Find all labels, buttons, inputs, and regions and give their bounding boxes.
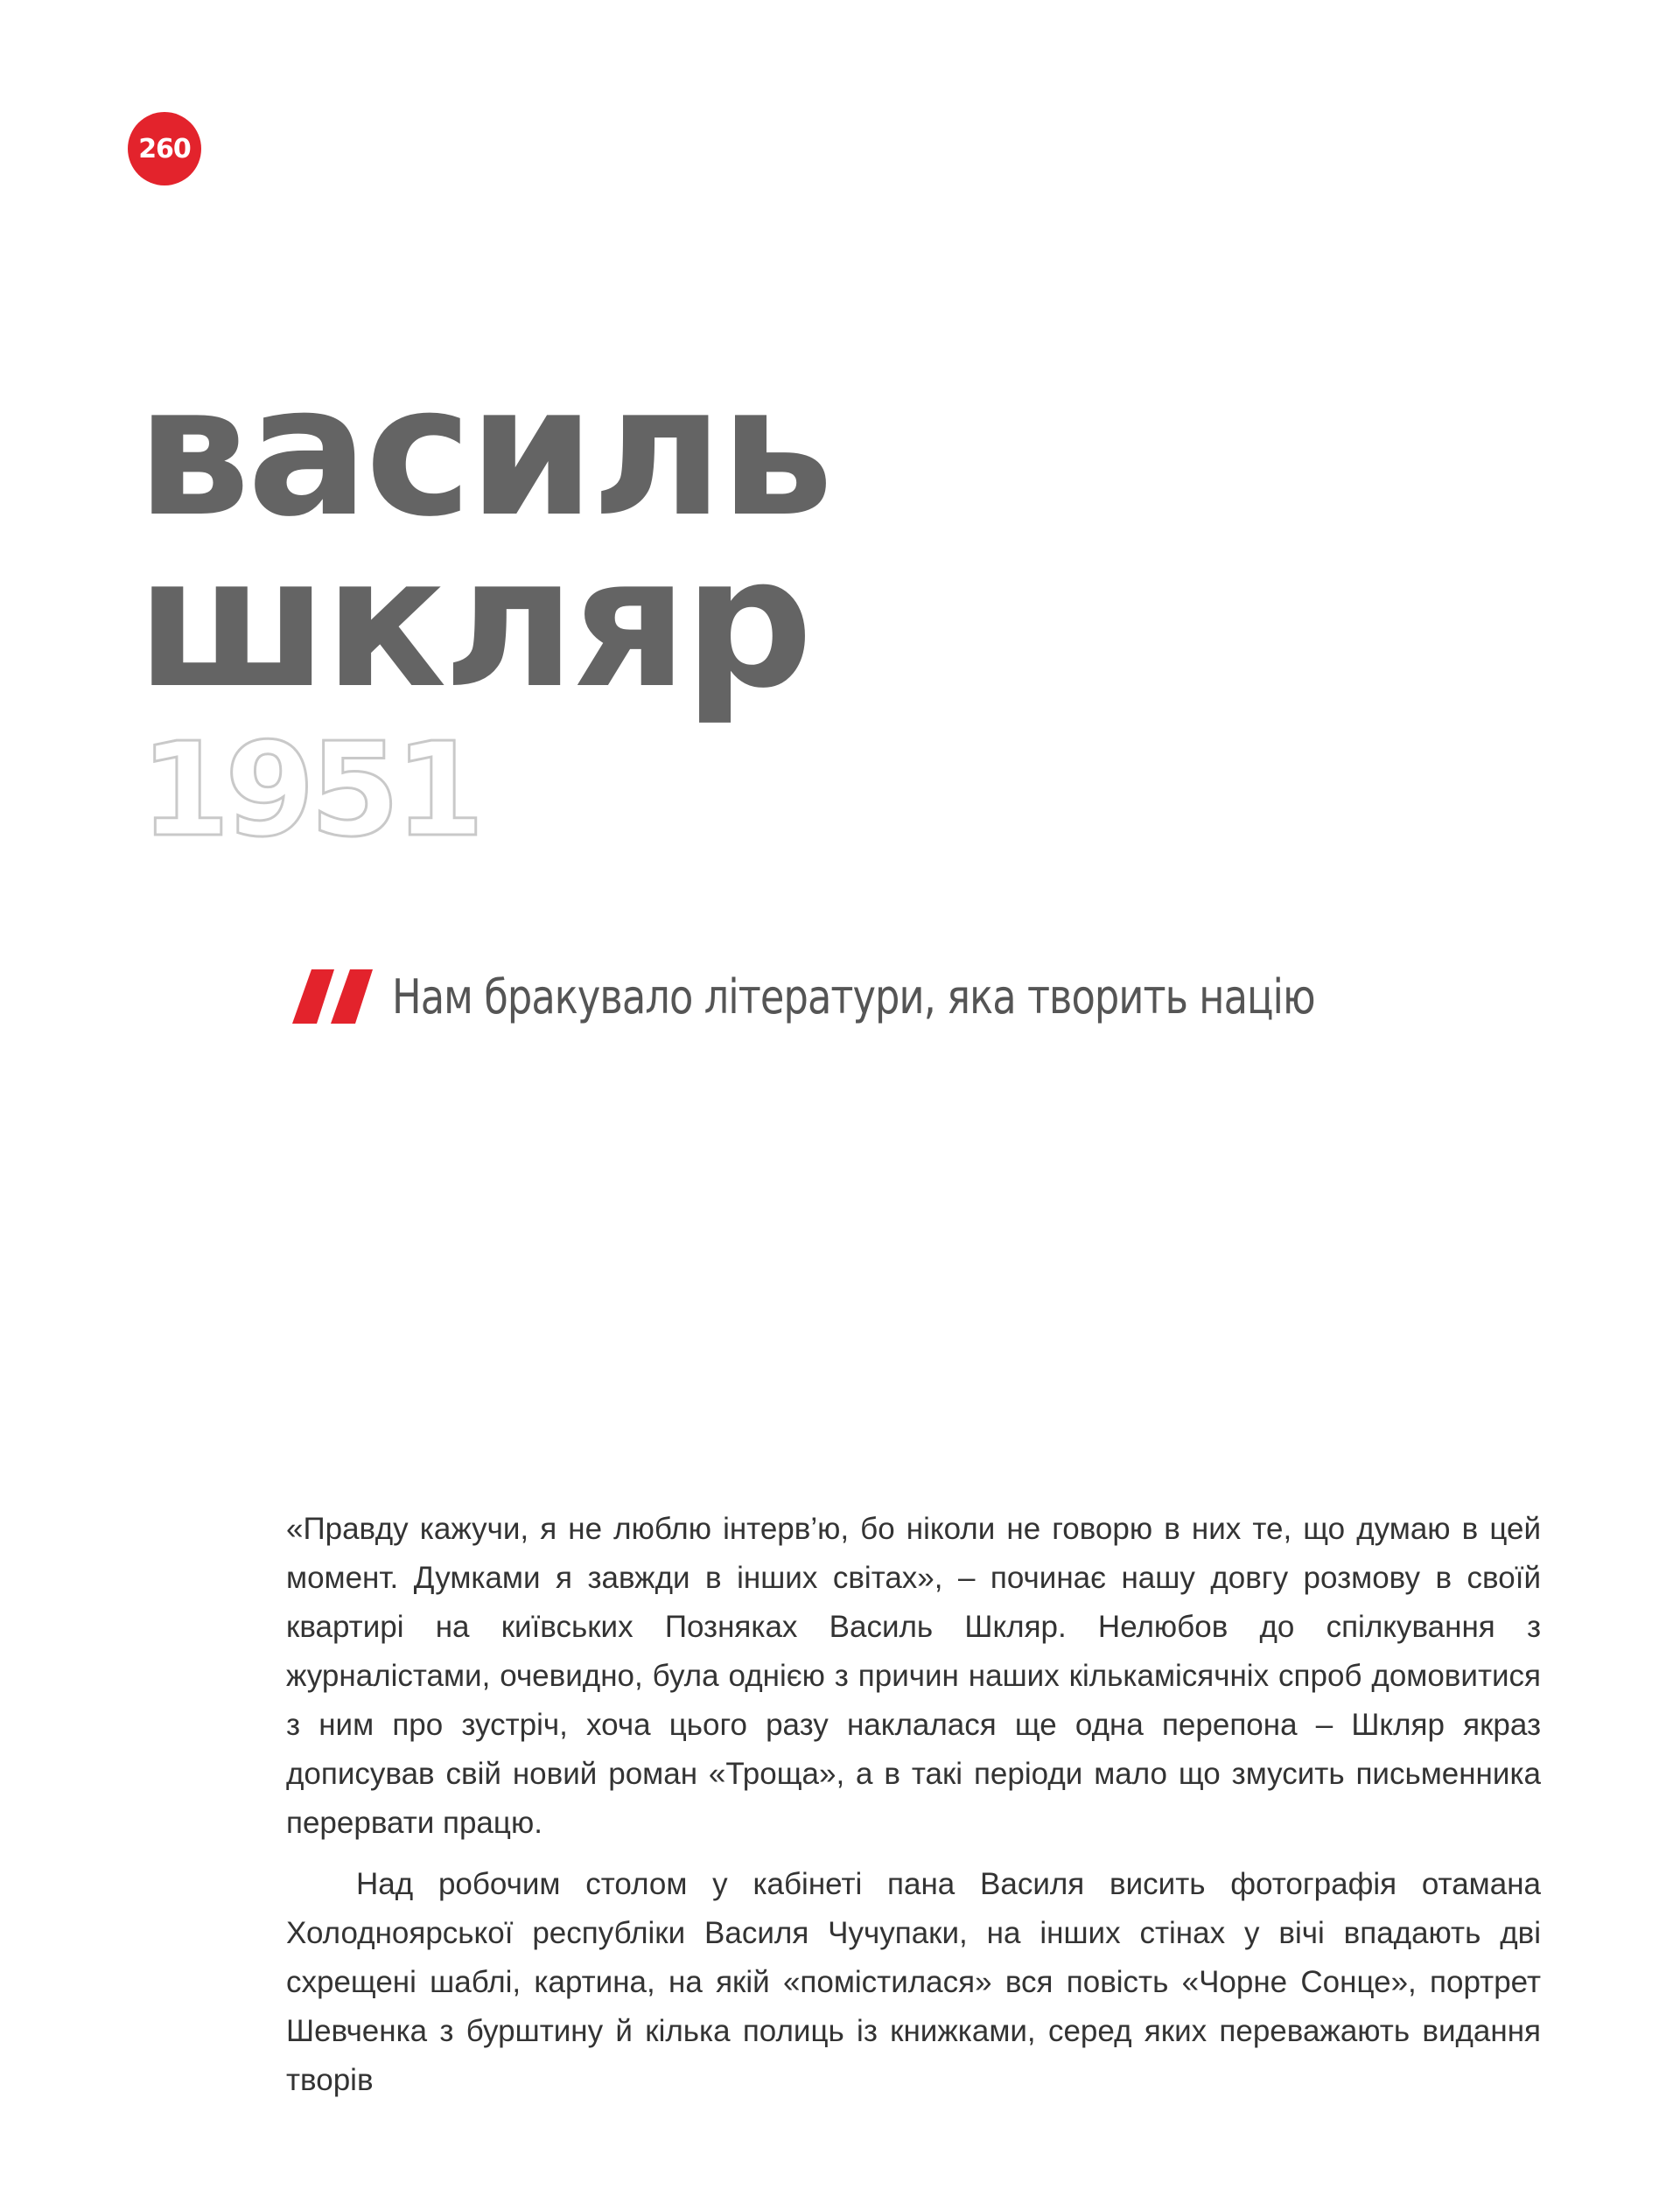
article-paragraph: «Правду кажучи, я не люблю інтерв’ю, бо ніколи не говорю в них те, що думаю в цей момент. Думками я завжди в інших світах», – починає нашу довгу розмову в своїй квартирі на київських Позняках Василь Шкляр. Нелюбов до спілкування з журналістами, очевидно, була однією з причин наших кількамісячніх спроб домовитися з ним про зустріч, хоча цього разу наклалася ще одна перепона – Шкляр якраз дописував свій новий роман «Трощa», а в такі періоди мало що змусить письменника перервати працю. bbox=[286, 1512, 1541, 1840]
page-number: 260 bbox=[138, 133, 191, 164]
quotation-mark-icon bbox=[292, 966, 376, 1027]
pull-quote bbox=[292, 966, 1395, 1027]
page-title bbox=[136, 346, 830, 728]
page-number-badge bbox=[128, 112, 201, 185]
article-paragraph: Над робочим столом у кабінеті пана Василя висить фотографія отамана Холодноярської республіки Василя Чучупаки, на інших стінах у вічі впадають дві схрещені шаблі, картина, на якій «помістилася» вся повість «Чорне Сонце», портрет Шевченка з бурштину й кілька полиць із книжками, серед яких переважають видання творів bbox=[286, 1867, 1541, 2097]
article-body bbox=[286, 1505, 1541, 2105]
title-first-name: василь bbox=[136, 346, 830, 556]
pull-quote-text: Нам бракувало літератури, яка творить націю bbox=[392, 969, 1315, 1025]
title-last-name: шкляр bbox=[136, 518, 810, 728]
birth-year: 1951 bbox=[140, 715, 480, 865]
